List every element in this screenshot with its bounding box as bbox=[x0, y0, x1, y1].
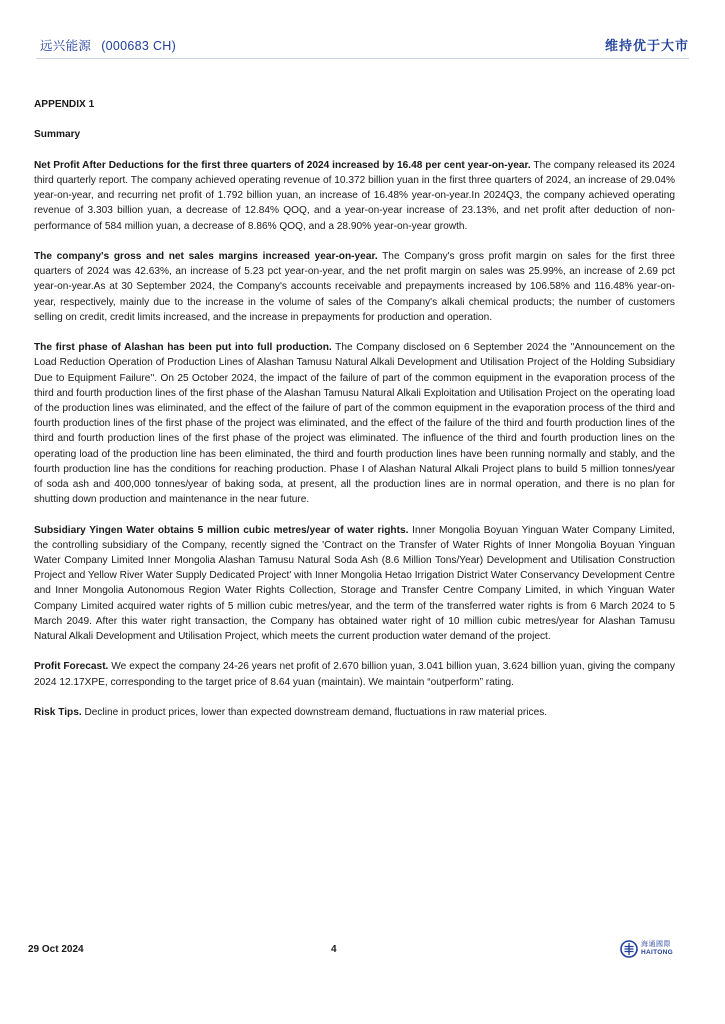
paragraph-lead: The company's gross and net sales margins increased year-on-year. bbox=[34, 250, 378, 262]
paragraph-lead: The first phase of Alashan has been put into full production. bbox=[34, 342, 332, 354]
paragraph-text: Decline in product prices, lower than expected downstream demand, fluctuations in raw material prices. bbox=[81, 707, 548, 719]
appendix-title: APPENDIX 1 bbox=[34, 99, 95, 110]
paragraph-lead: Profit Forecast. bbox=[34, 661, 109, 673]
logo-english-text: HAITONG bbox=[641, 949, 673, 956]
paragraph-profit-forecast bbox=[34, 659, 675, 689]
paragraph-risk-tips bbox=[34, 705, 675, 720]
paragraph-lead: Risk Tips. bbox=[34, 707, 82, 719]
paragraph-margins bbox=[34, 249, 675, 325]
paragraph-text: We expect the company 24-26 years net profit of 2.670 billion yuan, 3.041 billion yuan, 3.624 billion yuan, giving the company 2024 12.17XPE, corresponding to the target price of 8.64 yuan (maintain). We maintain “outperform” rating. bbox=[34, 661, 675, 688]
paragraph-text: Inner Mongolia Boyuan Yinguan Water Company Limited, the controlling subsidiary of the Company, recently signed the 'Contract on the Transfer of Water Rights of Inner Mongolia Boyuan Yinguan Water Company Limited Inner Mongolia Alashan Tamusu Natural Soda Ash (8.6 Million Tons/Year) Development and Utilisation Construction Project and Yellow River Water Supply Dedicated Project' with Inner Mongolia Hetao Irrigation District Water Conservancy Development Centre and Inner Mongolia Autonomous Region Water Rights Collection, Storage and Transfer Centre Company Limited, in which Yinguan Water Company Limited acquired water rights of 5 million cubic metres/year, and the term of the transferred water rights is from 6 March 2024 to 5 March 2049. After this water right transaction, the Company has obtained water right of 10 million cubic metres/year for Alashan Tamusu Natural Alkali Development and Utilisation Project, which meets the current production water demand of the project. bbox=[34, 524, 675, 643]
paragraph-lead: Subsidiary Yingen Water obtains 5 million cubic metres/year of water rights. bbox=[34, 524, 409, 536]
paragraph-water-rights bbox=[34, 523, 675, 645]
haitong-logo-icon bbox=[620, 940, 638, 958]
report-header-company bbox=[40, 36, 176, 54]
summary-title: Summary bbox=[34, 129, 81, 141]
paragraph-net-profit bbox=[34, 158, 675, 234]
paragraph-lead: Net Profit After Deductions for the first three quarters of 2024 increased by 16.48 per cent year-on-year. bbox=[34, 159, 531, 171]
haitong-logo bbox=[620, 940, 673, 958]
paragraph-text: The Company disclosed on 6 September 2024 the ''Announcement on the Load Reduction Operation of Production Lines of Alashan Tamusu Natural Alkali Development and Utilisation Project of the Holding Subsidiary Due to Equipment Failure''. On 25 October 2024, the impact of the failure of part of the common equipment in the evaporation process of the third and fourth production lines of the first phase of the Alashan Tamusu Natural Alkali Exploitation and Utilisation Project on the operating load of the production lines was eliminated, and the effect of the failure of part of the common equipment in the evaporation process of the third and fourth production lines of the first phase of the project was eliminated, and the effect of the failure of the third and fourth production lines of the third and fourth production lines of the first phase of the project was eliminated. The influence of the third and fourth production lines on the operating load of the production line has been eliminated, the third and fourth production lines have been running normally and stably, and the fourth production line has the conditions for reaching production. Phase I of Alashan Natural Alkali Project plans to build 5 million tonnes/year of soda ash and 400,000 tonnes/year of baking soda, at present, all the production lines are in normal operation, and there is no plan for shutting down production and maintenance in the near future. bbox=[34, 342, 675, 506]
paragraph-alashan bbox=[34, 340, 675, 507]
logo-chinese-text: 海通國際 bbox=[641, 941, 671, 948]
rating-slogan: 维持优于大市 bbox=[604, 38, 689, 53]
report-body bbox=[34, 97, 675, 735]
stock-code: (000683 CH) bbox=[101, 39, 177, 53]
paragraph-text: The company released its 2024 third quarterly report. The company achieved operating revenue of 10.372 billion yuan in the first three quarters of 2024, an increase of 29.04% year-on-year, and recurring net profit of 1.792 billion yuan, an increase of 16.48% year-on-year.In 2024Q3, the company achieved operating revenue of 3.303 billion yuan, a decrease of 12.84% QOQ, and a year-on-year increase of 23.13%, and net profit after deduction of non-performance of 584 million yuan, a decrease of 8.86% QOQ, and a 28.90% year-on-year growth. bbox=[34, 159, 676, 232]
paragraph-text: The Company's gross profit margin on sales for the first three quarters of 2024 was 42.63%, an increase of 5.23 pct year-on-year, and the net profit margin on sales was 25.99%, an increase of 2.69 pct year-on-year.As at 30 September 2024, the Company's accounts receivable and prepayments increased by 106.58% and 116.48% year-on-year, respectively, mainly due to the increase in the volume of sales of the Company's alkali chemical products; the number of customers selling on credit, credit limits increased, and the increase in prepayments for production and operation. bbox=[34, 250, 675, 323]
report-date: 29 Oct 2024 bbox=[28, 944, 84, 955]
page-number: 4 bbox=[331, 944, 337, 955]
company-name: 远兴能源 bbox=[40, 39, 92, 53]
header-divider bbox=[36, 58, 689, 59]
